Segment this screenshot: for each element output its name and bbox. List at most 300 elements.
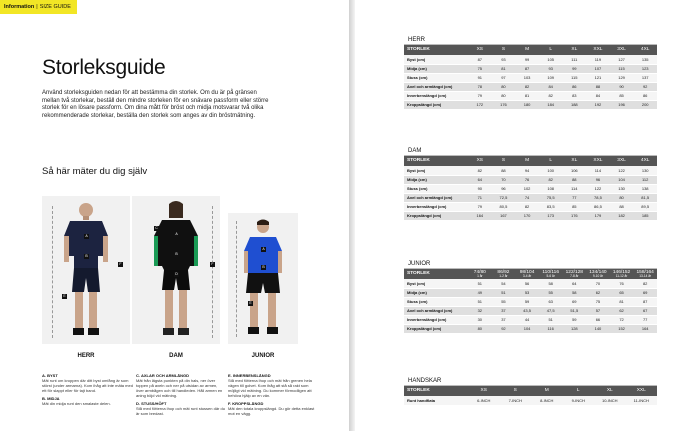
- table-row: [404, 211, 657, 220]
- table-row: [404, 175, 657, 184]
- table-cell: 99: [515, 55, 539, 64]
- size-label: 74/80: [473, 269, 486, 275]
- row-label: Midja (cm): [404, 64, 468, 73]
- page-title: Storleksguide: [42, 56, 166, 79]
- column-header: 3XL: [610, 45, 634, 55]
- table-row: [404, 288, 657, 297]
- table-cell: 104: [610, 175, 634, 184]
- table-cell: 200: [633, 100, 657, 109]
- herr-photo: [42, 196, 130, 344]
- row-label: Axel och armlängd (cm): [404, 193, 468, 202]
- marker-f: F: [211, 262, 214, 266]
- column-header: S: [492, 45, 516, 55]
- table-cell: 81: [492, 64, 516, 73]
- row-label: Stuss (cm): [404, 73, 468, 82]
- table-cell: 62: [610, 306, 634, 315]
- table-cell: 82: [515, 202, 539, 211]
- table-cell: 94: [515, 166, 539, 175]
- height-guide: [236, 221, 237, 337]
- table-cell: 77: [563, 193, 587, 202]
- table-cell: 65: [610, 288, 634, 297]
- table-cell: 182: [610, 211, 634, 220]
- age-label: 1-2 år: [499, 274, 508, 279]
- table-cell: 122: [610, 166, 634, 175]
- table-cell: 51: [492, 288, 516, 297]
- table-cell: 83,5: [539, 202, 563, 211]
- age-label: 3-4 år: [522, 274, 532, 279]
- table-cell: 75,5: [539, 193, 563, 202]
- row-label: Kroppslängd (cm): [404, 324, 468, 333]
- age-label: 5-6 år: [546, 274, 555, 279]
- table-row: [404, 91, 657, 100]
- table-cell: 80: [610, 193, 634, 202]
- row-label: Byst (cm): [404, 55, 468, 64]
- size-label: 122/128: [565, 269, 583, 275]
- table-cell: 43,5: [515, 306, 539, 315]
- table-cell: 70: [492, 175, 516, 184]
- row-label: Stuss (cm): [404, 184, 468, 193]
- column-header: [563, 269, 587, 279]
- note-text: Mät din midja runt den smalaste delen.: [42, 401, 111, 406]
- column-header: XXL: [586, 45, 610, 55]
- table-cell: 185: [633, 211, 657, 220]
- table-cell: 80,5: [492, 202, 516, 211]
- table-cell: 180: [515, 100, 539, 109]
- tab-separator: |: [36, 4, 38, 10]
- table-cell: 71: [468, 193, 492, 202]
- table-cell: 77: [633, 315, 657, 324]
- table-cell: 107: [586, 64, 610, 73]
- table-cell: 92: [633, 82, 657, 91]
- table-cell: 114: [563, 184, 587, 193]
- size-label: 158/164: [636, 269, 654, 275]
- column-header: L: [563, 386, 595, 396]
- table-cell: 111: [563, 55, 587, 64]
- table-cell: 32: [468, 306, 492, 315]
- table-cell: 88: [492, 166, 516, 175]
- table-cell: 75: [586, 297, 610, 306]
- table-cell: 79: [468, 91, 492, 100]
- column-header: STORLEK: [404, 156, 468, 166]
- table-cell: 6-INCH: [468, 396, 500, 405]
- table-cell: 121: [586, 73, 610, 82]
- measure-subtitle: Så här mäter du dig själv: [42, 166, 148, 177]
- table-cell: 37: [492, 315, 516, 324]
- table-cell: 82: [515, 82, 539, 91]
- note-heading: B. MIDJA: [42, 396, 60, 401]
- figure-label-dam: DAM: [169, 353, 183, 359]
- row-label: Axel och armlängd (cm): [404, 82, 468, 91]
- size-label: 86/92: [497, 269, 510, 275]
- table-cell: 170: [515, 211, 539, 220]
- row-label: Kroppslängd (cm): [404, 100, 468, 109]
- table-cell: 74: [515, 193, 539, 202]
- note-text: Mät den totala kroppslängd. Du gör detta enklast mot en vägg.: [228, 406, 315, 416]
- note-heading: D. STUSS/HÖFT: [136, 401, 167, 406]
- table-cell: 130: [633, 166, 657, 175]
- age-label: 11-12 år: [615, 274, 628, 279]
- table-cell: 176: [492, 100, 516, 109]
- table-cell: 69: [633, 288, 657, 297]
- column-header: [492, 269, 516, 279]
- table-handskar: [404, 376, 657, 406]
- section-tab: [0, 0, 77, 14]
- table-cell: 81,5: [633, 193, 657, 202]
- notes-column-1: [42, 373, 134, 406]
- table-row: [404, 396, 657, 405]
- column-header: XS: [468, 386, 500, 396]
- table-cell: 116: [539, 324, 563, 333]
- age-label: 7-8 år: [570, 274, 579, 279]
- note-heading: E. INNERBENSLÄNGD: [228, 373, 271, 378]
- size-label: 110/116: [542, 269, 559, 275]
- table-cell: 172: [468, 100, 492, 109]
- table-cell: 57: [586, 306, 610, 315]
- table-cell: 58: [563, 288, 587, 297]
- table-cell: 37: [492, 306, 516, 315]
- table-cell: 115: [563, 73, 587, 82]
- table-cell: 11-INCH: [626, 396, 658, 405]
- table-cell: 53: [515, 288, 539, 297]
- table-cell: 129: [610, 73, 634, 82]
- marker-b: B: [175, 252, 178, 256]
- table-title: DAM: [404, 146, 657, 156]
- table-cell: 167: [492, 211, 516, 220]
- table-cell: 86: [633, 91, 657, 100]
- row-label: Axel och armlängd (cm): [404, 306, 468, 315]
- table-cell: 100: [539, 166, 563, 175]
- column-header: XS: [468, 156, 492, 166]
- table-cell: 64: [468, 175, 492, 184]
- column-header: STORLEK: [404, 269, 468, 279]
- column-header: XL: [594, 386, 626, 396]
- table-cell: 99: [563, 64, 587, 73]
- table-row: [404, 82, 657, 91]
- marker-e: E: [249, 301, 252, 305]
- table-cell: 164: [468, 211, 492, 220]
- table-cell: 78,5: [586, 193, 610, 202]
- table-cell: 55: [492, 297, 516, 306]
- table-cell: 104: [515, 324, 539, 333]
- row-label: Runt handflata: [404, 396, 468, 405]
- row-label: Byst (cm): [404, 166, 468, 175]
- column-header: XXL: [586, 156, 610, 166]
- table-cell: 79: [468, 202, 492, 211]
- column-header: [515, 269, 539, 279]
- table-cell: 135: [633, 55, 657, 64]
- table-cell: 55: [539, 288, 563, 297]
- table-cell: 66: [586, 315, 610, 324]
- table-cell: 75: [468, 64, 492, 73]
- table-cell: 8-INCH: [531, 396, 563, 405]
- table-cell: 81: [515, 91, 539, 100]
- table-row: [404, 64, 657, 73]
- table-cell: 123: [633, 64, 657, 73]
- header-row: [404, 269, 657, 279]
- table-cell: 82: [633, 279, 657, 288]
- table-cell: 88: [563, 175, 587, 184]
- table-cell: 102: [515, 184, 539, 193]
- note-heading: A. BYST: [42, 373, 58, 378]
- table-body: [404, 166, 657, 220]
- table-cell: 192: [586, 100, 610, 109]
- table-title: JUNIOR: [404, 259, 657, 269]
- table-cell: 128: [563, 324, 587, 333]
- table-cell: 67: [633, 306, 657, 315]
- table-cell: 152: [610, 324, 634, 333]
- table-cell: 164: [633, 324, 657, 333]
- table-row: [404, 55, 657, 64]
- table-row: [404, 324, 657, 333]
- table-cell: 140: [586, 324, 610, 333]
- table-cell: 80: [492, 82, 516, 91]
- column-header: [468, 269, 492, 279]
- table-cell: 103: [515, 73, 539, 82]
- age-label: 1 år: [477, 274, 483, 279]
- column-header: XS: [468, 45, 492, 55]
- table-cell: 93: [539, 64, 563, 73]
- table-cell: 64: [563, 279, 587, 288]
- column-header: XL: [563, 45, 587, 55]
- table-cell: 106: [563, 166, 587, 175]
- size-table-junior: [404, 269, 657, 334]
- table-cell: 109: [539, 73, 563, 82]
- size-table-dam: [404, 156, 657, 221]
- table-cell: 44: [515, 315, 539, 324]
- note-text: Stå med fötterna ihop och mät från grenen hela vägen till golvet. Kom ihåg att stå så rakt som möjligt vid mätning. Du kommer förmodligen att behöva hjälp av en vän.: [228, 378, 312, 398]
- table-junior: [404, 259, 657, 334]
- table-row: [404, 306, 657, 315]
- table-body: [404, 396, 657, 405]
- junior-photo: [228, 213, 298, 344]
- header-row: [404, 156, 657, 166]
- table-cell: 10-INCH: [594, 396, 626, 405]
- table-cell: 82: [539, 91, 563, 100]
- row-label: Midja (cm): [404, 288, 468, 297]
- table-row: [404, 166, 657, 175]
- table-cell: 62: [586, 288, 610, 297]
- size-label: 146/152: [612, 269, 631, 275]
- table-cell: 54: [492, 279, 516, 288]
- table-row: [404, 193, 657, 202]
- size-label: 134/140: [589, 269, 607, 275]
- table-cell: 87: [468, 55, 492, 64]
- column-header: L: [539, 156, 563, 166]
- table-cell: 184: [539, 100, 563, 109]
- table-cell: 88: [586, 82, 610, 91]
- table-cell: 49: [468, 288, 492, 297]
- table-cell: 86,5: [586, 202, 610, 211]
- table-cell: 173: [539, 211, 563, 220]
- table-cell: 91: [468, 73, 492, 82]
- table-cell: 196: [610, 100, 634, 109]
- age-label: 13-14 år: [639, 274, 652, 279]
- row-label: Kroppslängd (cm): [404, 211, 468, 220]
- table-cell: 9-INCH: [563, 396, 595, 405]
- table-row: [404, 100, 657, 109]
- column-header: [610, 269, 634, 279]
- table-cell: 76: [610, 279, 634, 288]
- table-cell: 84: [586, 91, 610, 100]
- table-cell: 90: [468, 184, 492, 193]
- table-cell: 97: [492, 73, 516, 82]
- table-cell: 47,5: [539, 306, 563, 315]
- table-cell: 87: [633, 297, 657, 306]
- height-guide: [212, 206, 213, 338]
- table-dam: [404, 146, 657, 221]
- table-cell: 96: [492, 184, 516, 193]
- table-cell: 59: [563, 315, 587, 324]
- left-page: [0, 0, 349, 431]
- table-cell: 86: [563, 82, 587, 91]
- row-label: Innerbenslängd (cm): [404, 315, 468, 324]
- note-heading: C. AXLAR OCH ARMLÄNGD: [136, 373, 190, 378]
- table-cell: 59: [515, 297, 539, 306]
- table-cell: 115: [610, 64, 634, 73]
- table-herr: [404, 35, 657, 110]
- table-cell: 122: [586, 184, 610, 193]
- age-label: 9-10 år: [592, 274, 603, 279]
- marker-d: D: [175, 272, 178, 276]
- table-cell: 72,5: [492, 193, 516, 202]
- note-text: Stå med fötterna ihop och mät runt stussen där du är som bredast.: [136, 406, 225, 416]
- dam-photo: [132, 196, 220, 344]
- marker-b: B: [85, 254, 88, 258]
- table-cell: 137: [633, 73, 657, 82]
- table-cell: 108: [539, 184, 563, 193]
- column-header: STORLEK: [404, 386, 468, 396]
- table-cell: 105: [539, 55, 563, 64]
- table-cell: 82: [468, 166, 492, 175]
- marker-f: F: [119, 262, 122, 266]
- marker-a: A: [262, 247, 265, 251]
- table-cell: 89,5: [633, 202, 657, 211]
- table-cell: 7-INCH: [500, 396, 532, 405]
- table-cell: 112: [633, 175, 657, 184]
- column-header: M: [515, 45, 539, 55]
- table-cell: 127: [610, 55, 634, 64]
- table-cell: 72: [610, 315, 634, 324]
- table-cell: 119: [586, 55, 610, 64]
- size-label: 98/104: [519, 269, 535, 275]
- table-cell: 96: [586, 175, 610, 184]
- table-cell: 51: [468, 297, 492, 306]
- height-guide: [52, 206, 53, 338]
- size-table-herr: [404, 45, 657, 110]
- table-cell: 85: [610, 91, 634, 100]
- table-cell: 78: [468, 82, 492, 91]
- table-cell: 80: [468, 324, 492, 333]
- table-row: [404, 202, 657, 211]
- table-cell: 90: [610, 82, 634, 91]
- table-title: HANDSKAR: [404, 376, 657, 386]
- figure-label-herr: HERR: [77, 353, 95, 359]
- table-row: [404, 73, 657, 82]
- column-header: S: [492, 156, 516, 166]
- table-cell: 82: [539, 175, 563, 184]
- column-header: S: [500, 386, 532, 396]
- table-cell: 30: [468, 315, 492, 324]
- column-header: 4XL: [633, 156, 657, 166]
- column-header: XXL: [626, 386, 658, 396]
- table-cell: 138: [633, 184, 657, 193]
- table-cell: 87: [515, 64, 539, 73]
- size-table-handskar: [404, 386, 657, 406]
- section-label: Information: [4, 4, 35, 10]
- marker-b: B: [262, 265, 265, 269]
- header-row: [404, 45, 657, 55]
- column-header: [586, 269, 610, 279]
- figure-label-junior: JUNIOR: [251, 353, 275, 359]
- note-text: Mät från lägsta punkten på din hals, ner över toppen på axeln och ner på utsidan av armen, över armbågen och till handleden. Håll armen en aning böjd vid mätning.: [136, 378, 223, 398]
- table-row: [404, 297, 657, 306]
- column-header: M: [515, 156, 539, 166]
- row-label: Innerbenslängd (cm): [404, 91, 468, 100]
- table-cell: 69: [563, 297, 587, 306]
- note-heading: F. KROPPSLÄNGD: [228, 401, 264, 406]
- table-cell: 80: [492, 91, 516, 100]
- table-cell: 88: [610, 202, 634, 211]
- column-header: 4XL: [633, 45, 657, 55]
- column-header: M: [531, 386, 563, 396]
- table-cell: 56: [515, 279, 539, 288]
- table-body: [404, 279, 657, 333]
- table-cell: 51,5: [563, 306, 587, 315]
- table-cell: 81: [610, 297, 634, 306]
- column-header: XL: [563, 156, 587, 166]
- table-cell: 84: [539, 82, 563, 91]
- table-cell: 176: [563, 211, 587, 220]
- table-cell: 179: [586, 211, 610, 220]
- table-row: [404, 279, 657, 288]
- table-cell: 51: [539, 315, 563, 324]
- row-label: Innerbenslängd (cm): [404, 202, 468, 211]
- table-body: [404, 55, 657, 109]
- notes-column-3: [228, 373, 320, 416]
- row-label: Byst (cm): [404, 279, 468, 288]
- table-cell: 58: [539, 279, 563, 288]
- topic-label: SIZE GUIDE: [39, 4, 71, 10]
- table-cell: 83: [563, 91, 587, 100]
- table-cell: 92: [492, 324, 516, 333]
- column-header: [633, 269, 657, 279]
- right-page: [355, 0, 700, 431]
- table-cell: 76: [515, 175, 539, 184]
- column-header: STORLEK: [404, 45, 468, 55]
- notes-column-2: [136, 373, 226, 416]
- table-cell: 188: [563, 100, 587, 109]
- table-cell: 51: [468, 279, 492, 288]
- marker-e: E: [63, 294, 66, 298]
- marker-a: A: [85, 234, 88, 238]
- table-cell: 93: [492, 55, 516, 64]
- header-row: [404, 386, 657, 396]
- column-header: [539, 269, 563, 279]
- row-label: Midja (cm): [404, 175, 468, 184]
- marker-a: A: [175, 232, 178, 236]
- column-header: L: [539, 45, 563, 55]
- note-text: Mät runt om kroppen där ditt byst omfång är som störst (under armarna). Kom ihåg att inte mäta med ett för slappt eller för tajt band.: [42, 378, 133, 393]
- table-row: [404, 315, 657, 324]
- table-cell: 70: [586, 279, 610, 288]
- intro-paragraph: Använd storleksguiden nedan för att bestämma din storlek. Om du är på gränsen mellan två storlekar, beställ den mindre storleken för en snävare passform eller större storlek för en lösare passform. Om dina mått för bröst och midja motsvarar två olika rekommenderade storlekar, beställa den storlek som anges av din bröstmätning.: [42, 90, 269, 119]
- table-row: [404, 184, 657, 193]
- table-cell: 63: [539, 297, 563, 306]
- table-cell: 85: [563, 202, 587, 211]
- table-title: HERR: [404, 35, 657, 45]
- table-cell: 130: [610, 184, 634, 193]
- table-cell: 114: [586, 166, 610, 175]
